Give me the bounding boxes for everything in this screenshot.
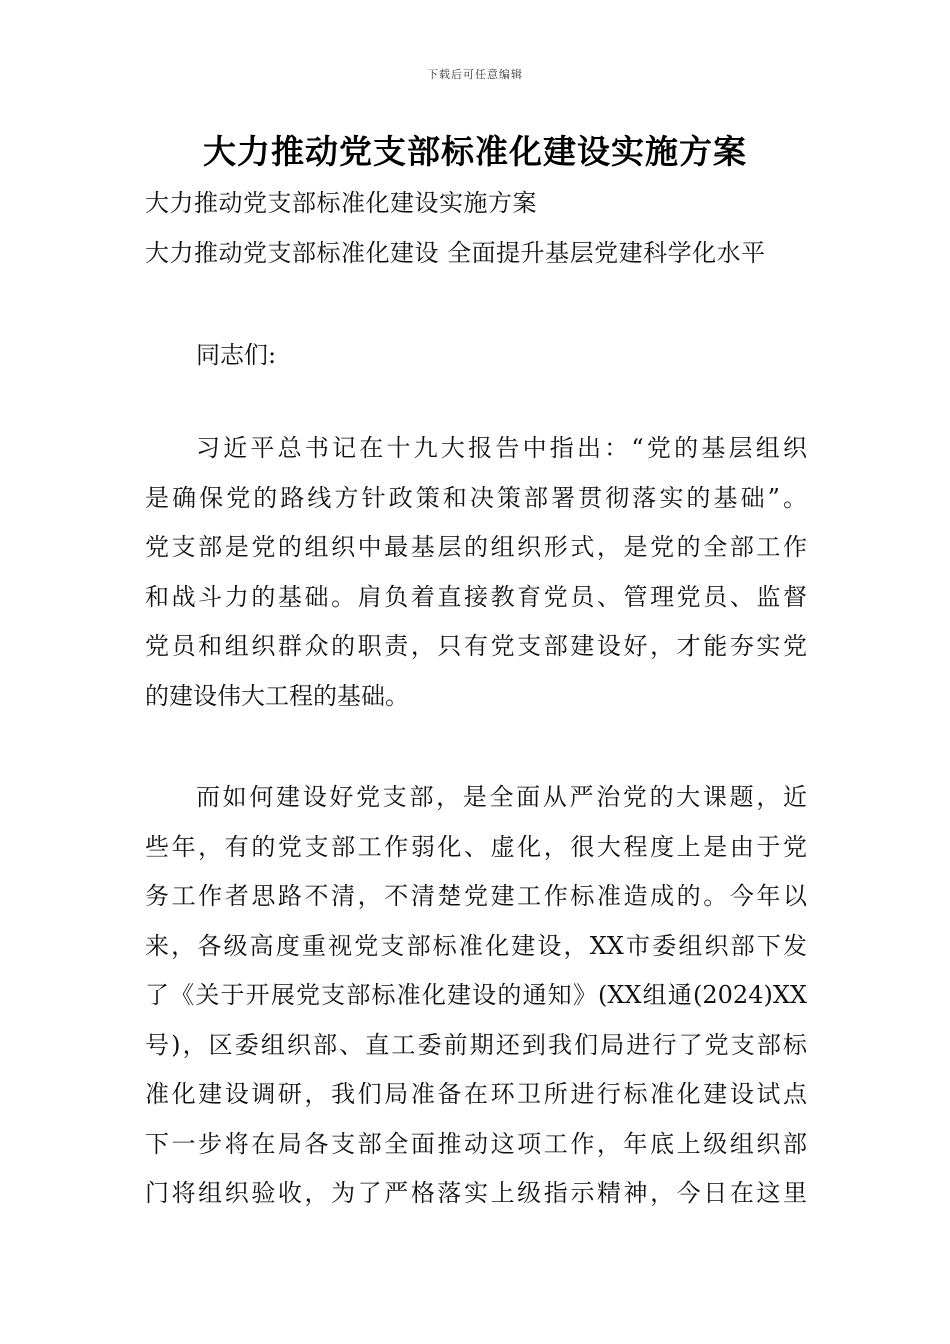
subtitle-line-1: 大力推动党支部标准化建设实施方案	[145, 189, 537, 217]
paragraph-line: 和战斗力的基础。肩负着直接教育党员、管理党员、监督	[145, 582, 807, 611]
paragraph-line: 下一步将在局各支部全面推动这项工作，年底上级组织部	[145, 1129, 807, 1158]
paragraph-line: 些年，有的党支部工作弱化、虚化，很大程度上是由于党	[145, 832, 807, 861]
paragraph-line: 习近平总书记在十九大报告中指出：“党的基层组织	[196, 434, 807, 462]
paragraph-line: 而如何建设好党支部，是全面从严治党的大课题，近	[196, 783, 807, 811]
paragraph-line: 门将组织验收，为了严格落实上级指示精神，今日在这里	[145, 1179, 807, 1207]
paragraph-line: 是确保党的路线方针政策和决策部署贯彻落实的基础”。	[145, 483, 807, 512]
subtitle-line-2: 大力推动党支部标准化建设 全面提升基层党建科学化水平	[145, 239, 766, 267]
paragraph-line: 准化建设调研，我们局准备在环卫所进行标准化建设试点	[145, 1080, 807, 1108]
paragraph-line: 来，各级高度重视党支部标准化建设，XX市委组织部下发	[145, 931, 807, 960]
paragraph-line: 的建设伟大工程的基础。	[145, 681, 409, 710]
paragraph-line: 党支部是党的组织中最基层的组织形式，是党的全部工作	[145, 533, 807, 561]
paragraph-line: 了《关于开展党支部标准化建设的通知》(XX组通(2024)XX	[145, 981, 807, 1009]
paragraph-2	[145, 773, 807, 1219]
paragraph-line: 党员和组织群众的职责，只有党支部建设好，才能夯实党	[145, 632, 807, 660]
paragraph-line: 务工作者思路不清，不清楚党建工作标准造成的。今年以	[145, 882, 807, 910]
document-title: 大力推动党支部标准化建设实施方案	[203, 132, 747, 171]
header-note: 下载后可任意编辑	[427, 68, 523, 81]
paragraph-line: 号)，区委组织部、直工委前期还到我们局进行了党支部标	[145, 1030, 807, 1059]
greeting: 同志们:	[196, 341, 277, 369]
paragraph-1	[145, 424, 807, 721]
